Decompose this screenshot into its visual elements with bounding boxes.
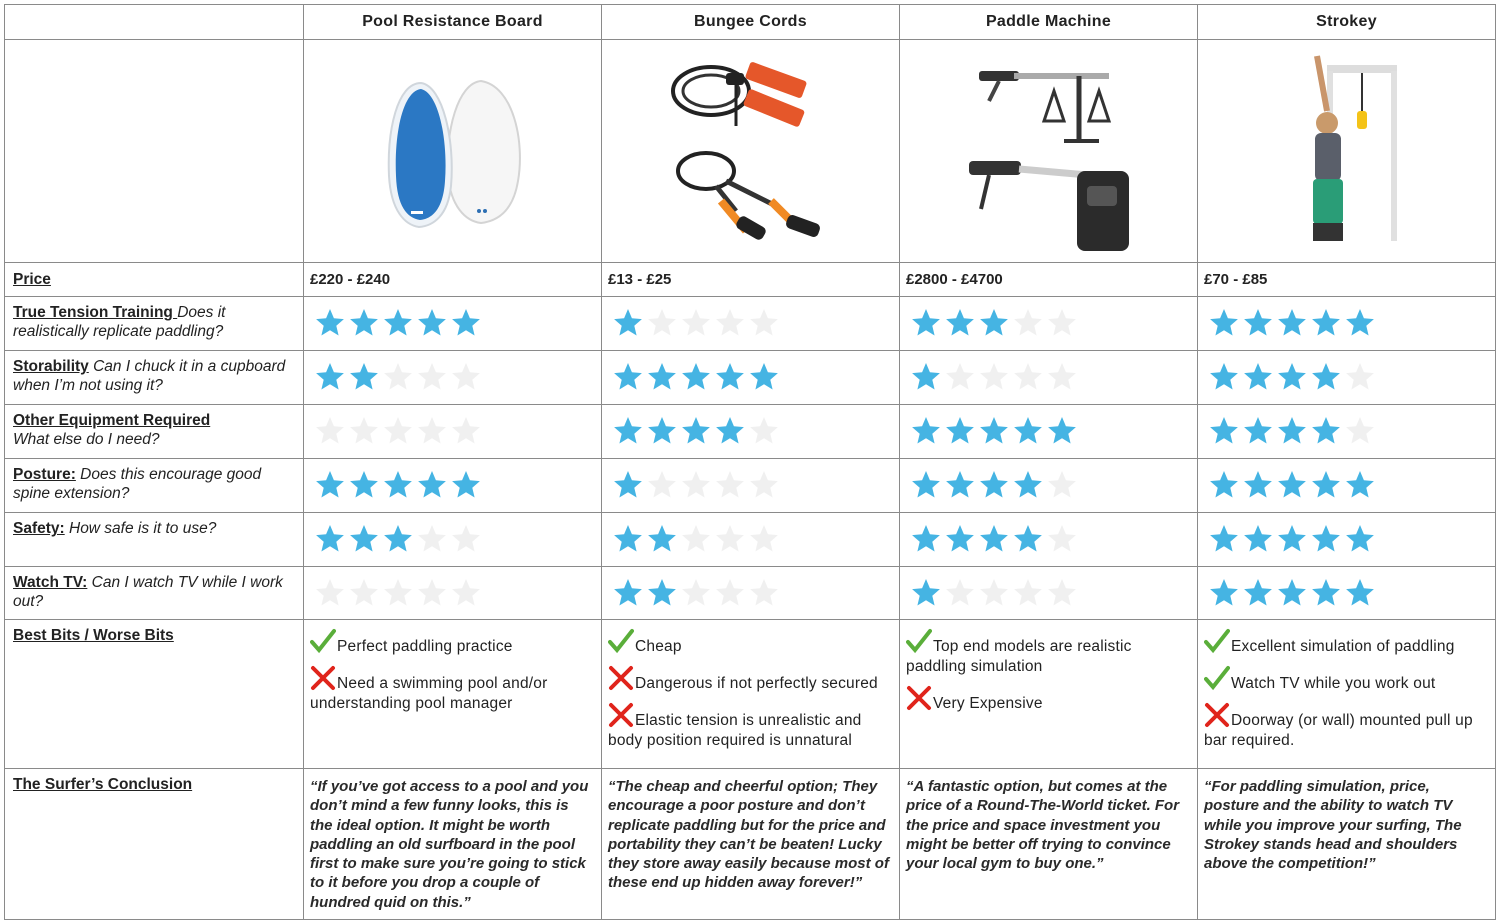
star-filled-icon <box>382 307 414 337</box>
rating-cell <box>602 567 900 620</box>
star-filled-icon <box>1208 415 1240 445</box>
bits-list <box>1198 620 1495 751</box>
bit-text: Top end models are realistic paddling simulation <box>906 638 1132 675</box>
worse-bit <box>310 665 595 714</box>
star-rating <box>304 405 601 445</box>
star-rating <box>900 405 1197 445</box>
cross-icon <box>1204 702 1230 728</box>
star-empty-icon <box>382 577 414 607</box>
star-rating <box>1198 513 1495 553</box>
star-empty-icon <box>978 361 1010 391</box>
header-row <box>5 5 1496 40</box>
criteria-label-cell <box>5 513 304 567</box>
star-filled-icon <box>612 415 644 445</box>
star-filled-icon <box>1276 469 1308 499</box>
rating-cell <box>900 351 1198 405</box>
price-value: £2800 - £4700 <box>906 271 1003 288</box>
worse-bit <box>608 702 893 751</box>
star-rating <box>304 351 601 391</box>
star-empty-icon <box>1046 307 1078 337</box>
star-filled-icon <box>450 307 482 337</box>
rating-cell <box>304 405 602 459</box>
star-filled-icon <box>680 415 712 445</box>
criteria-question: Does this encourage good spine extension? <box>13 466 262 502</box>
star-empty-icon <box>680 523 712 553</box>
conclusion-cell <box>900 769 1198 920</box>
criteria-label-cell <box>5 351 304 405</box>
star-empty-icon <box>416 523 448 553</box>
star-filled-icon <box>944 523 976 553</box>
product-name: Pool Resistance Board <box>304 5 602 40</box>
star-empty-icon <box>416 577 448 607</box>
star-empty-icon <box>450 523 482 553</box>
bits-label-cell <box>5 620 304 769</box>
star-filled-icon <box>1344 577 1376 607</box>
star-filled-icon <box>1242 577 1274 607</box>
rating-cell <box>602 297 900 351</box>
bits-list <box>304 620 601 714</box>
star-filled-icon <box>1310 361 1342 391</box>
criteria-question: How safe is it to use? <box>64 520 217 537</box>
rating-cell <box>1198 459 1496 513</box>
star-empty-icon <box>1046 361 1078 391</box>
price-row <box>5 263 1496 297</box>
star-filled-icon <box>910 361 942 391</box>
star-filled-icon <box>944 307 976 337</box>
price-label: Price <box>13 271 51 288</box>
price-value: £70 - £85 <box>1204 271 1268 288</box>
product-name: Paddle Machine <box>900 5 1198 40</box>
star-filled-icon <box>1242 469 1274 499</box>
star-filled-icon <box>1242 523 1274 553</box>
star-empty-icon <box>646 469 678 499</box>
product-name: Strokey <box>1198 5 1496 40</box>
star-filled-icon <box>1012 523 1044 553</box>
star-filled-icon <box>1242 415 1274 445</box>
check-icon <box>310 628 336 654</box>
star-empty-icon <box>680 577 712 607</box>
star-filled-icon <box>1344 307 1376 337</box>
bits-list <box>602 620 899 751</box>
rating-cell <box>1198 405 1496 459</box>
star-empty-icon <box>1012 307 1044 337</box>
star-empty-icon <box>382 415 414 445</box>
star-filled-icon <box>1310 415 1342 445</box>
star-filled-icon <box>450 469 482 499</box>
worse-bit <box>906 685 1191 714</box>
rating-cell <box>602 459 900 513</box>
criteria-label-cell <box>5 405 304 459</box>
strokey-image <box>1198 40 1496 263</box>
bit-text: Need a swimming pool and/or understanding pool manager <box>310 675 548 712</box>
star-rating <box>900 297 1197 337</box>
star-filled-icon <box>910 469 942 499</box>
star-filled-icon <box>1276 415 1308 445</box>
price-cell <box>304 263 602 297</box>
star-empty-icon <box>1344 415 1376 445</box>
star-filled-icon <box>978 469 1010 499</box>
star-rating <box>1198 405 1495 445</box>
criteria-question: Can I chuck it in a cupboard when I’m not using it? <box>13 358 286 394</box>
star-filled-icon <box>910 577 942 607</box>
check-icon <box>906 628 932 654</box>
star-empty-icon <box>748 307 780 337</box>
star-empty-icon <box>450 361 482 391</box>
best-bit <box>1204 665 1489 694</box>
bit-text: Excellent simulation of paddling <box>1231 638 1455 655</box>
star-rating <box>304 297 601 337</box>
star-rating <box>304 513 601 553</box>
star-filled-icon <box>646 415 678 445</box>
star-rating <box>900 513 1197 553</box>
star-filled-icon <box>646 577 678 607</box>
bits-row <box>5 620 1496 769</box>
criteria-row <box>5 513 1496 567</box>
star-empty-icon <box>1046 523 1078 553</box>
star-empty-icon <box>748 577 780 607</box>
star-filled-icon <box>1344 523 1376 553</box>
check-icon <box>1204 628 1230 654</box>
star-filled-icon <box>1276 577 1308 607</box>
star-empty-icon <box>748 415 780 445</box>
star-rating <box>1198 567 1495 607</box>
star-filled-icon <box>910 523 942 553</box>
criteria-row <box>5 297 1496 351</box>
criteria-key: Watch TV: <box>13 574 88 591</box>
star-empty-icon <box>714 577 746 607</box>
cross-icon <box>608 702 634 728</box>
star-rating <box>602 567 899 607</box>
star-filled-icon <box>416 307 448 337</box>
star-filled-icon <box>680 361 712 391</box>
star-filled-icon <box>314 523 346 553</box>
star-filled-icon <box>910 415 942 445</box>
criteria-key: Posture: <box>13 466 76 483</box>
star-empty-icon <box>714 469 746 499</box>
criteria-label-cell <box>5 459 304 513</box>
rating-cell <box>900 513 1198 567</box>
star-filled-icon <box>1310 307 1342 337</box>
star-empty-icon <box>314 577 346 607</box>
cross-icon <box>608 665 634 691</box>
price-cell <box>1198 263 1496 297</box>
bit-text: Perfect paddling practice <box>337 638 513 655</box>
star-rating <box>602 405 899 445</box>
bit-text: Doorway (or wall) mounted pull up bar required. <box>1204 712 1473 749</box>
star-empty-icon <box>416 415 448 445</box>
star-empty-icon <box>944 361 976 391</box>
rating-cell <box>1198 351 1496 405</box>
star-filled-icon <box>416 469 448 499</box>
criteria-row <box>5 567 1496 620</box>
star-filled-icon <box>612 469 644 499</box>
criteria-row <box>5 351 1496 405</box>
cross-icon <box>906 685 932 711</box>
rating-cell <box>900 567 1198 620</box>
star-filled-icon <box>748 361 780 391</box>
star-filled-icon <box>1046 415 1078 445</box>
rating-cell <box>602 351 900 405</box>
rating-cell <box>304 297 602 351</box>
bits-list <box>900 620 1197 714</box>
star-empty-icon <box>646 307 678 337</box>
rating-cell <box>304 351 602 405</box>
comparison-table <box>4 4 1496 920</box>
star-filled-icon <box>1344 469 1376 499</box>
star-filled-icon <box>1276 361 1308 391</box>
bits-cell <box>602 620 900 769</box>
best-bit <box>1204 628 1489 657</box>
conclusion-cell <box>1198 769 1496 920</box>
star-filled-icon <box>348 469 380 499</box>
star-filled-icon <box>1310 577 1342 607</box>
star-empty-icon <box>416 361 448 391</box>
star-filled-icon <box>1276 523 1308 553</box>
rating-cell <box>304 459 602 513</box>
star-empty-icon <box>714 307 746 337</box>
best-bit <box>906 628 1191 677</box>
rating-cell <box>602 513 900 567</box>
star-rating <box>1198 297 1495 337</box>
star-empty-icon <box>944 577 976 607</box>
star-rating <box>900 567 1197 607</box>
rating-cell <box>1198 567 1496 620</box>
star-filled-icon <box>1012 415 1044 445</box>
criteria-key: Safety: <box>13 520 65 537</box>
star-filled-icon <box>612 361 644 391</box>
star-filled-icon <box>1208 361 1240 391</box>
star-filled-icon <box>944 469 976 499</box>
star-rating <box>900 351 1197 391</box>
star-rating <box>602 351 899 391</box>
star-filled-icon <box>1276 307 1308 337</box>
star-filled-icon <box>1242 307 1274 337</box>
star-empty-icon <box>680 469 712 499</box>
paddle-machine-image <box>900 40 1198 263</box>
worse-bit <box>1204 702 1489 751</box>
star-filled-icon <box>1208 307 1240 337</box>
star-filled-icon <box>348 523 380 553</box>
star-filled-icon <box>382 523 414 553</box>
star-rating <box>304 459 601 499</box>
star-empty-icon <box>1012 577 1044 607</box>
star-filled-icon <box>1208 523 1240 553</box>
bit-text: Cheap <box>635 638 682 655</box>
bit-text: Dangerous if not perfectly secured <box>635 675 878 692</box>
cross-icon <box>310 665 336 691</box>
best-bit <box>608 628 893 657</box>
star-empty-icon <box>382 361 414 391</box>
worse-bit <box>608 665 893 694</box>
price-cell <box>602 263 900 297</box>
bits-cell <box>900 620 1198 769</box>
star-filled-icon <box>314 361 346 391</box>
star-rating <box>304 567 601 607</box>
check-icon <box>608 628 634 654</box>
bit-text: Very Expensive <box>933 695 1043 712</box>
criteria-key: True Tension Training <box>13 304 178 321</box>
conclusion-text: “A fantastic option, but comes at the price of a Round-The-World ticket. For the price and space investment you might be better off trying to convince your local gym to buy one.” <box>906 778 1180 873</box>
rating-cell <box>1198 297 1496 351</box>
star-empty-icon <box>748 523 780 553</box>
star-filled-icon <box>978 307 1010 337</box>
bits-cell <box>304 620 602 769</box>
criteria-label-cell <box>5 567 304 620</box>
conclusion-cell <box>304 769 602 920</box>
star-empty-icon <box>1344 361 1376 391</box>
star-empty-icon <box>348 577 380 607</box>
criteria-key: Storability <box>13 358 89 375</box>
criteria-question: Can I watch TV while I work out? <box>13 574 283 610</box>
star-filled-icon <box>612 307 644 337</box>
price-value: £13 - £25 <box>608 271 672 288</box>
price-value: £220 - £240 <box>310 271 391 288</box>
star-filled-icon <box>714 415 746 445</box>
star-filled-icon <box>314 469 346 499</box>
criteria-question: What else do I need? <box>13 431 160 448</box>
star-filled-icon <box>314 307 346 337</box>
check-icon <box>1204 665 1230 691</box>
star-filled-icon <box>348 361 380 391</box>
image-corner <box>5 40 304 263</box>
star-filled-icon <box>1012 469 1044 499</box>
price-label-cell <box>5 263 304 297</box>
star-rating <box>1198 351 1495 391</box>
header-corner <box>5 5 304 40</box>
star-filled-icon <box>1208 577 1240 607</box>
rating-cell <box>304 513 602 567</box>
star-empty-icon <box>714 523 746 553</box>
conclusion-text: “For paddling simulation, price, posture and the ability to watch TV while you improve your surfing, The Strokey stands head and shoulders above the competition!” <box>1204 778 1462 873</box>
criteria-row <box>5 459 1496 513</box>
star-filled-icon <box>1310 469 1342 499</box>
rating-cell <box>304 567 602 620</box>
bits-cell <box>1198 620 1496 769</box>
conclusion-label-cell <box>5 769 304 920</box>
rating-cell <box>900 459 1198 513</box>
bungee-cords-image <box>602 40 900 263</box>
price-cell <box>900 263 1198 297</box>
star-rating <box>602 459 899 499</box>
star-filled-icon <box>646 361 678 391</box>
star-filled-icon <box>612 577 644 607</box>
rating-cell <box>900 297 1198 351</box>
star-rating <box>602 297 899 337</box>
star-filled-icon <box>382 469 414 499</box>
star-empty-icon <box>314 415 346 445</box>
star-filled-icon <box>1208 469 1240 499</box>
conclusion-text: “If you’ve got access to a pool and you don’t mind a few funny looks, this is the ideal option. It might be worth paddling an old surfboard in the pool first to make sure you’re going to stick to it before you drop a couple of hundred quid on this.” <box>310 778 589 911</box>
star-filled-icon <box>978 415 1010 445</box>
star-rating <box>900 459 1197 499</box>
criteria-label-cell <box>5 297 304 351</box>
star-empty-icon <box>450 415 482 445</box>
star-rating <box>602 513 899 553</box>
conclusion-label: The Surfer’s Conclusion <box>13 776 193 793</box>
star-filled-icon <box>944 415 976 445</box>
bit-text: Watch TV while you work out <box>1231 675 1436 692</box>
star-filled-icon <box>910 307 942 337</box>
bits-label: Best Bits / Worse Bits <box>13 627 174 644</box>
star-empty-icon <box>748 469 780 499</box>
conclusion-cell <box>602 769 900 920</box>
star-filled-icon <box>646 523 678 553</box>
star-empty-icon <box>680 307 712 337</box>
star-empty-icon <box>450 577 482 607</box>
conclusion-row <box>5 769 1496 920</box>
star-filled-icon <box>714 361 746 391</box>
star-filled-icon <box>1310 523 1342 553</box>
star-empty-icon <box>1012 361 1044 391</box>
star-empty-icon <box>1046 577 1078 607</box>
star-filled-icon <box>978 523 1010 553</box>
star-filled-icon <box>348 307 380 337</box>
image-row <box>5 40 1496 263</box>
best-bit <box>310 628 595 657</box>
criteria-question: Does it realistically replicate paddling? <box>13 304 226 340</box>
conclusion-text: “The cheap and cheerful option; They encourage a poor posture and don’t replicate paddling but for the price and portability they can’t be beaten! Lucky they store away easily because most of these end up hidden away forever!” <box>608 778 889 892</box>
star-empty-icon <box>978 577 1010 607</box>
rating-cell <box>602 405 900 459</box>
star-rating <box>1198 459 1495 499</box>
pool-board-image <box>304 40 602 263</box>
product-name: Bungee Cords <box>602 5 900 40</box>
star-empty-icon <box>1046 469 1078 499</box>
bit-text: Elastic tension is unrealistic and body position required is unnatural <box>608 712 862 749</box>
criteria-key: Other Equipment Required <box>13 412 211 429</box>
criteria-row <box>5 405 1496 459</box>
star-empty-icon <box>348 415 380 445</box>
star-filled-icon <box>1242 361 1274 391</box>
rating-cell <box>900 405 1198 459</box>
rating-cell <box>1198 513 1496 567</box>
star-filled-icon <box>612 523 644 553</box>
